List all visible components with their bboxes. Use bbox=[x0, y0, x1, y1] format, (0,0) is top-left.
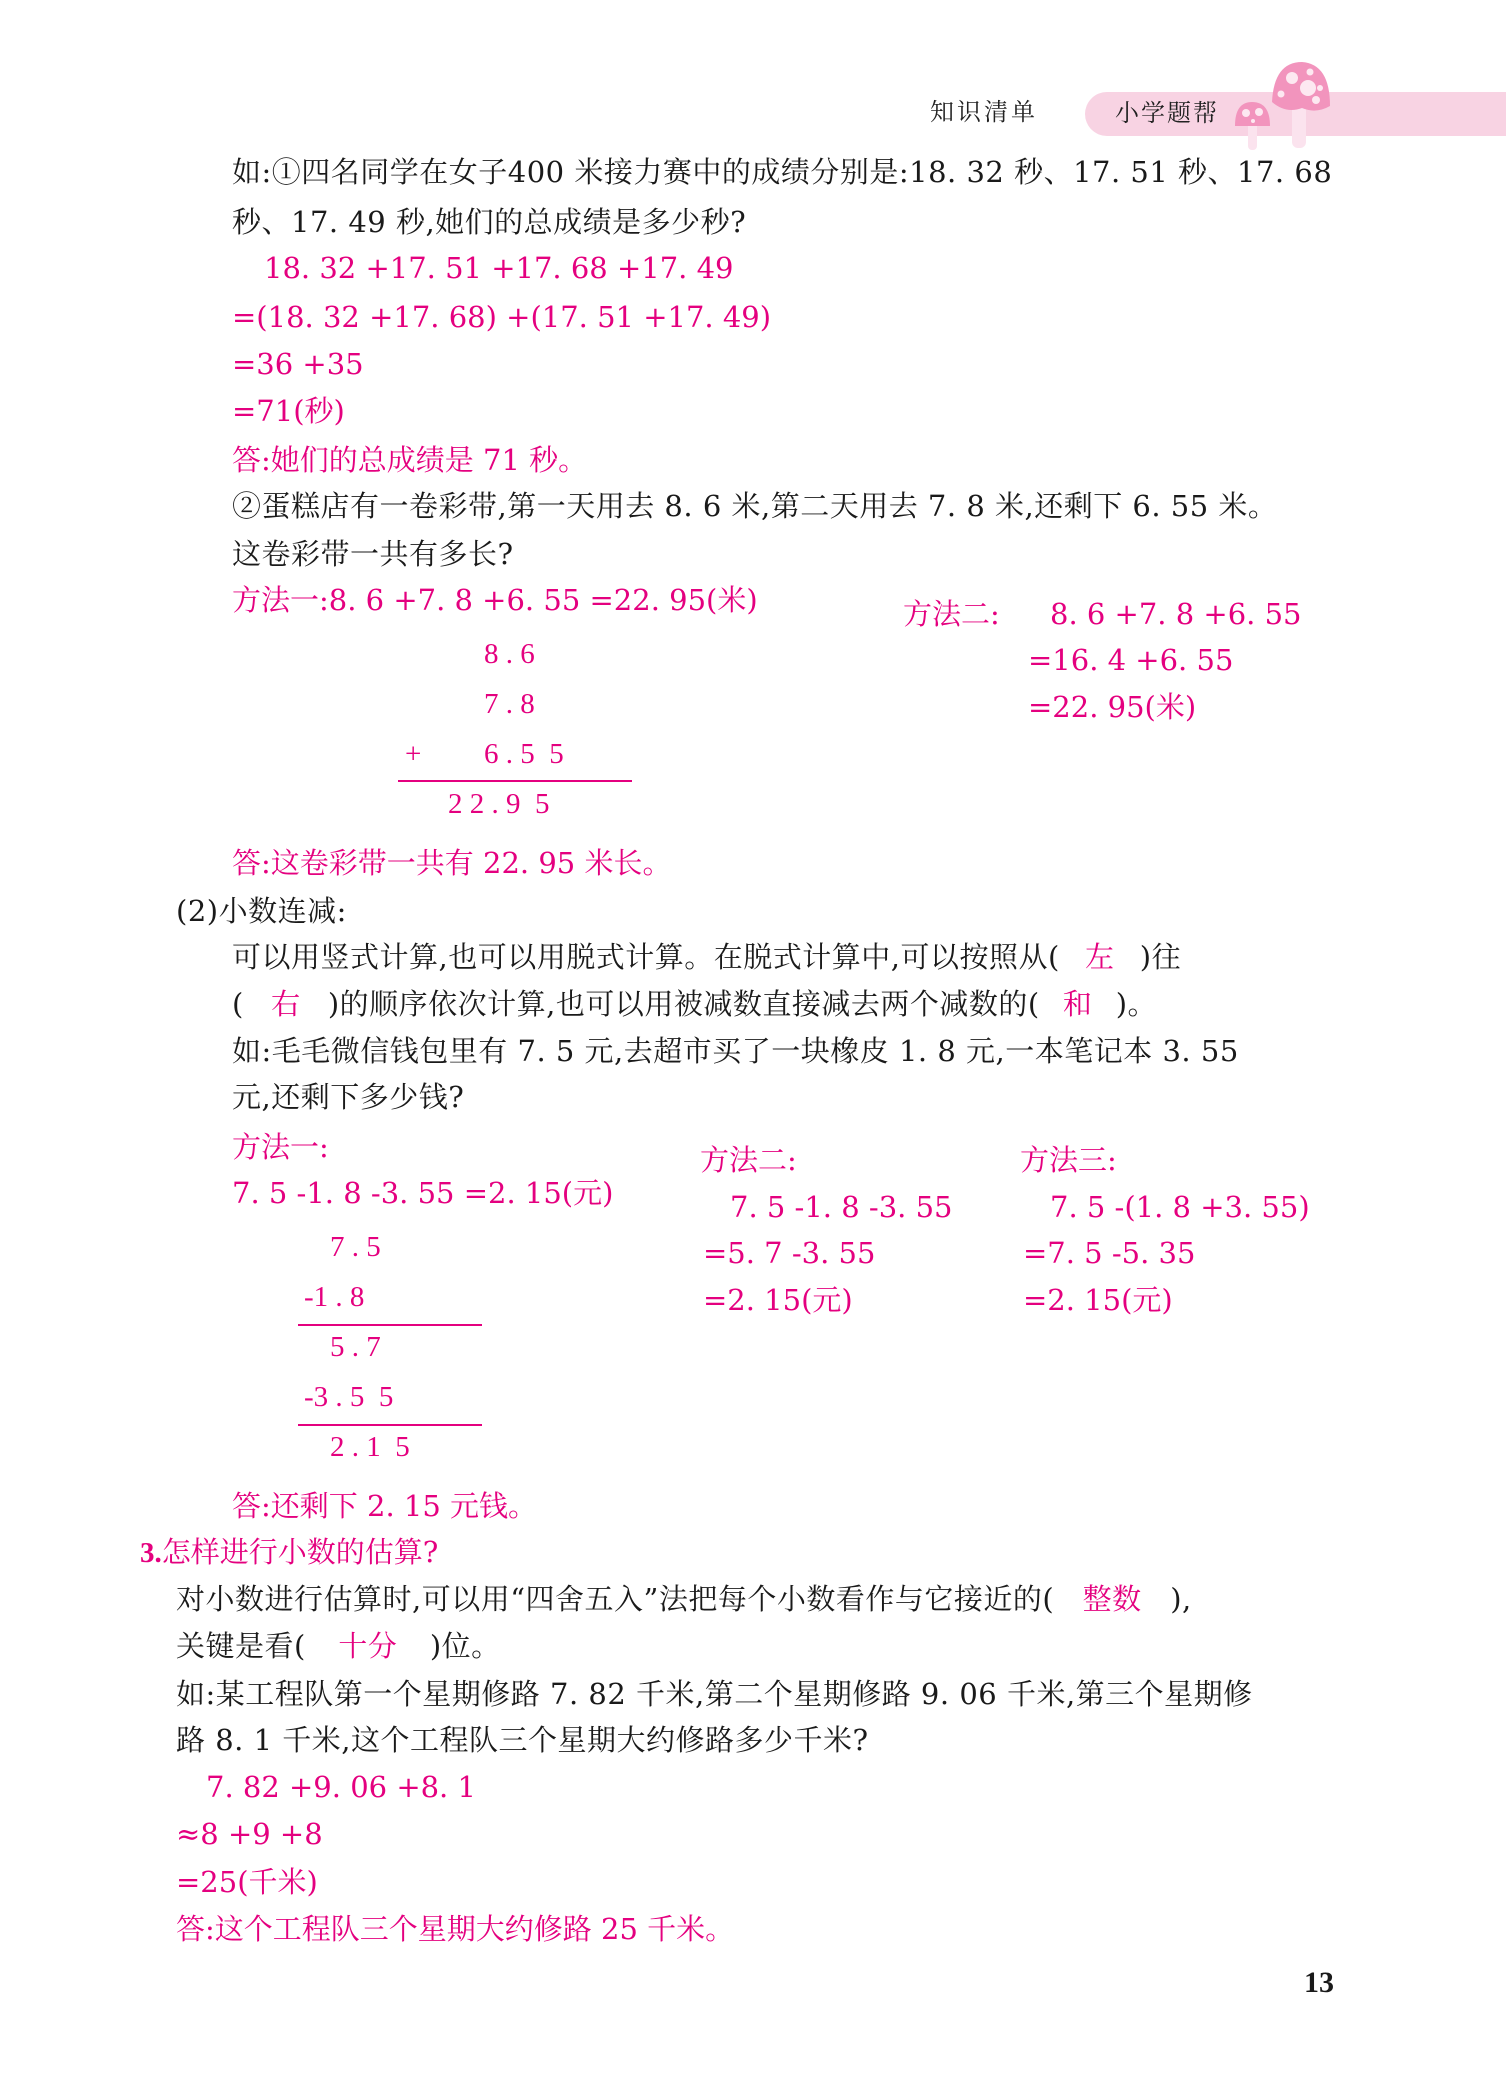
example1-step: =71(秒) bbox=[232, 394, 345, 428]
subtraction-question-line2: 元,还剩下多少钱? bbox=[232, 1080, 465, 1114]
vertical-sub-row: -3 . 5 5 bbox=[304, 1381, 394, 1413]
example2-method1: 方法一:8. 6 +7. 8 +6. 55 =22. 95(米) bbox=[232, 583, 758, 617]
blank-answer-tenths: 十分 bbox=[338, 1629, 398, 1663]
subtraction-rule-line2 bbox=[232, 987, 1158, 1021]
vertical-sub-result: 2 . 1 5 bbox=[330, 1431, 410, 1463]
blank-answer-sum: 和 bbox=[1062, 987, 1093, 1021]
subtraction-heading: (2)小数连减: bbox=[176, 894, 347, 928]
example2-question-line2: 这卷彩带一共有多长? bbox=[232, 537, 514, 571]
blank-answer-right: 右 bbox=[271, 987, 301, 1021]
example2-method2-step: 8. 6 +7. 8 +6. 55 bbox=[1050, 597, 1302, 631]
example1-answer: 答:她们的总成绩是 71 秒。 bbox=[232, 443, 588, 477]
vertical-add-row: 8 . 6 bbox=[484, 638, 535, 670]
vertical-sub-row: 7 . 5 bbox=[330, 1231, 381, 1263]
rule-text: 关键是看( bbox=[176, 1629, 306, 1663]
subtraction-method2-step: 7. 5 -1. 8 -3. 55 bbox=[730, 1190, 953, 1224]
vertical-sub-row: 5 . 7 bbox=[330, 1331, 381, 1363]
estimation-question-line2: 路 8. 1 千米,这个工程队三个星期大约修路多少千米? bbox=[176, 1723, 869, 1757]
subtraction-method1-expr: 7. 5 -1. 8 -3. 55 =2. 15(元) bbox=[232, 1176, 614, 1210]
subtraction-question-line1: 如:毛毛微信钱包里有 7. 5 元,去超市买了一块橡皮 1. 8 元,一本笔记本 3. 55 bbox=[232, 1034, 1239, 1068]
example2-answer: 答:这卷彩带一共有 22. 95 米长。 bbox=[232, 846, 672, 880]
blank-answer-left: 左 bbox=[1085, 940, 1115, 974]
estimation-answer: 答:这个工程队三个星期大约修路 25 千米。 bbox=[176, 1912, 735, 1946]
vertical-sub-rule bbox=[298, 1324, 482, 1326]
estimation-rule-line2 bbox=[176, 1629, 501, 1663]
example1-step: =36 +35 bbox=[232, 347, 364, 381]
blank-answer-integer: 整数 bbox=[1082, 1582, 1142, 1616]
subtraction-method3-step: 7. 5 -(1. 8 +3. 55) bbox=[1050, 1190, 1310, 1224]
page-number: 13 bbox=[1304, 1966, 1334, 1999]
rule-text: )往 bbox=[1139, 940, 1182, 974]
subtraction-answer: 答:还剩下 2. 15 元钱。 bbox=[232, 1489, 537, 1523]
example2-method2-step: =22. 95(米) bbox=[1028, 690, 1197, 724]
example1-question-line2: 秒、17. 49 秒,她们的总成绩是多少秒? bbox=[232, 205, 747, 239]
estimation-number: 3. bbox=[140, 1537, 162, 1569]
estimation-step: ≈8 +9 +8 bbox=[176, 1817, 323, 1851]
rule-text: )位。 bbox=[429, 1629, 501, 1663]
example2-question-line1: ②蛋糕店有一卷彩带,第一天用去 8. 6 米,第二天用去 7. 8 米,还剩下 6. 55 米。 bbox=[232, 489, 1278, 523]
rule-text: )的顺序依次计算,也可以用被减数直接减去两个减数的( bbox=[327, 987, 1040, 1021]
estimation-question-line1: 如:某工程队第一个星期修路 7. 82 千米,第二个星期修路 9. 06 千米,第三个星期修 bbox=[176, 1677, 1253, 1711]
subtraction-method2-label: 方法二: bbox=[700, 1143, 797, 1177]
subtraction-rule-line1 bbox=[232, 940, 1182, 974]
example1-step: =(18. 32 +17. 68) +(17. 51 +17. 49) bbox=[232, 300, 772, 334]
example1-step: 18. 32 +17. 51 +17. 68 +17. 49 bbox=[264, 251, 734, 285]
subtraction-method2-step: =5. 7 -3. 55 bbox=[703, 1236, 876, 1270]
vertical-add-result: 2 2 . 9 5 bbox=[448, 788, 550, 820]
estimation-title: 怎样进行小数的估算? bbox=[161, 1535, 439, 1569]
subtraction-method2-step: =2. 15(元) bbox=[703, 1283, 853, 1317]
estimation-step: 7. 82 +9. 06 +8. 1 bbox=[206, 1770, 476, 1804]
rule-text: )。 bbox=[1115, 987, 1158, 1021]
vertical-sub-row: -1 . 8 bbox=[304, 1281, 365, 1313]
vertical-sub-rule bbox=[298, 1424, 482, 1426]
example1-question-line1: 如:①四名同学在女子400 米接力赛中的成绩分别是:18. 32 秒、17. 51 秒、17. 68 bbox=[232, 155, 1333, 189]
vertical-add-row: 6 . 5 5 bbox=[484, 738, 564, 770]
vertical-add-operator: + bbox=[405, 738, 422, 770]
mushroom-icon bbox=[1230, 58, 1340, 150]
rule-text: 对小数进行估算时,可以用“四舍五入”法把每个小数看作与它接近的( bbox=[176, 1582, 1055, 1616]
banner-label: 小学题帮 bbox=[1115, 99, 1219, 127]
section-label: 知识清单 bbox=[930, 98, 1038, 126]
subtraction-method3-label: 方法三: bbox=[1020, 1143, 1117, 1177]
rule-text: ( bbox=[232, 987, 244, 1021]
estimation-rule-line1 bbox=[176, 1582, 1192, 1616]
vertical-add-row: 7 . 8 bbox=[484, 688, 535, 720]
rule-text: 可以用竖式计算,也可以用脱式计算。在脱式计算中,可以按照从( bbox=[232, 940, 1060, 974]
rule-text: ), bbox=[1170, 1582, 1192, 1616]
subtraction-method3-step: =7. 5 -5. 35 bbox=[1023, 1236, 1196, 1270]
example2-method2-label: 方法二: bbox=[903, 597, 1000, 631]
estimation-step: =25(千米) bbox=[176, 1865, 318, 1899]
estimation-heading bbox=[140, 1535, 439, 1569]
vertical-add-rule bbox=[398, 780, 632, 782]
subtraction-method1-label: 方法一: bbox=[232, 1130, 329, 1164]
example2-method2-step: =16. 4 +6. 55 bbox=[1028, 643, 1234, 677]
subtraction-method3-step: =2. 15(元) bbox=[1023, 1283, 1173, 1317]
